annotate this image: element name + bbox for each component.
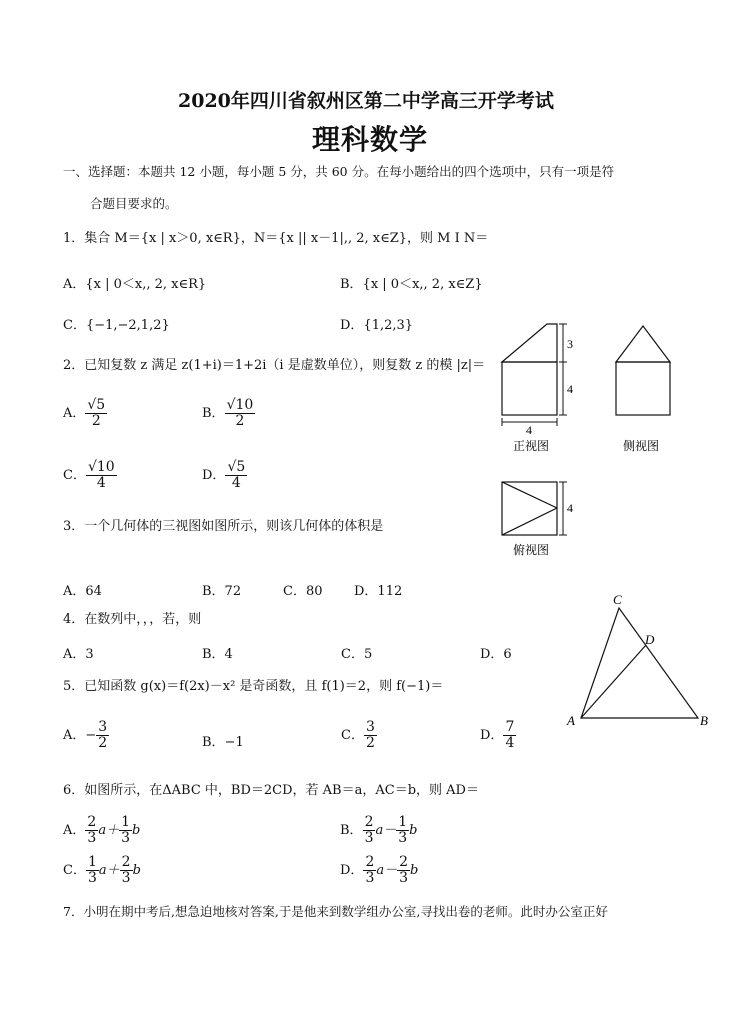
q1-option-b: B．{x | 0＜x,, 2, x∈Z} [340,277,483,292]
option-label: C． [63,468,86,483]
fraction: $\frac{3}{2}$ [98,719,108,751]
question-1: 1．集合 M＝{x | x＞0, x∈R}，N＝{x || x－1|,, 2, x∈Z}，则 M Ⅰ N＝ [63,231,489,246]
option-label: B． [202,406,225,421]
q6-option-d: D． $\frac{2}{3}$ a－ $\frac{2}{3}$ b [340,854,419,886]
fraction: $\frac{√10}{4}$ [87,459,115,491]
q2-option-b [202,398,255,429]
section-instructions-1: 一、选择题：本题共 12 小题，每小题 5 分，共 60 分。在每小题给出的四个选项中，只有一项是符 [63,164,615,179]
three-view-figure [495,318,695,558]
fraction: $\frac{3}{2}$ [365,719,375,751]
q4-option-c: C．5 [341,647,373,662]
q6-option-b: B． $\frac{2}{3}$ a－ $\frac{1}{3}$ b [340,814,418,846]
q4-option-a: A．3 [63,647,94,662]
front-view-body [502,362,557,415]
q1-option-d: D．{1,2,3} [340,318,414,333]
triangle-abc [581,608,698,718]
option-label: D． [202,468,226,483]
q6-option-a: A． $\frac{2}{3}$ a＋ $\frac{1}{3}$ b [63,814,141,846]
question-3: 3．一个几何体的三视图如图所示，则该几何体的体积是 [63,519,384,534]
exam-title: 2020年四川省叙州区第二中学高三开学考试 [178,90,554,112]
top-view-body [502,482,557,535]
question-5: 5．已知函数 g(x)＝f(2x)－x² 是奇函数，且 f(1)＝2，则 f(−1)＝ [63,679,444,694]
point-d: D [645,632,655,647]
q2-option-a [63,398,107,429]
vertex-c: C [613,592,622,607]
dim-label-4-width: 4 [526,423,532,437]
q2-option-c [63,460,117,491]
q3-option-a: A．64 [63,584,102,599]
q4-option-d: D．6 [480,647,512,662]
fraction: $\frac{√5}{2}$ [87,397,106,429]
vertex-a: A [567,713,575,728]
q2-option-d [202,460,247,491]
q5-option-a [63,720,109,751]
option-label: A． [63,406,86,421]
subject-title: 理科数学 [312,123,429,156]
q1-option-c: C．{−1,−2,1,2} [63,318,170,333]
side-view-label: 侧视图 [623,439,660,453]
front-view-label: 正视图 [513,439,550,453]
q6-option-c: C． $\frac{1}{3}$ a＋ $\frac{2}{3}$ b [63,854,141,886]
segment-ad [581,645,646,718]
question-7: 7．小明在期中考后,想急迫地核对答案,于是他来到数学组办公室,寻找出卷的老师。此时办公室正好 [63,904,608,919]
q3-option-b: B．72 [202,584,242,599]
fraction: $\frac{√10}{2}$ [226,397,254,429]
front-view-roof [502,324,557,362]
q4-option-b: B．4 [202,647,233,662]
option-label: A．− [63,728,97,743]
dim-label-4-height: 4 [567,382,573,396]
q5-option-d [480,720,516,751]
side-view-body [616,362,670,415]
question-4: 4．在数列中，，，若，则 [63,612,202,627]
side-view-roof [616,326,670,362]
dim-label-3: 3 [567,337,573,351]
fraction: $\frac{7}{4}$ [505,719,515,751]
q5-option-c [341,720,377,751]
triangle-figure [565,592,725,732]
q3-option-d: D．112 [354,584,403,599]
q3-option-c: C．80 [283,584,323,599]
fraction: $\frac{√5}{4}$ [227,459,246,491]
dim-label-4-top: 4 [567,501,573,515]
option-label: C． [341,728,364,743]
section-instructions-2: 合题目要求的。 [90,196,178,211]
question-2: 2．已知复数 z 满足 z(1+i)＝1+2i（i 是虚数单位），则复数 z 的模 |z|＝ [63,358,486,373]
question-6: 6．如图所示，在ΔABC 中，BD＝2CD，若 AB＝a，AC＝b，则 AD＝ [63,783,479,798]
option-label: D． [480,728,504,743]
q1-option-a: A．{x | 0＜x,, 2, x∈R} [63,277,207,292]
vertex-b: B [700,713,708,728]
q5-option-b: B．−1 [202,735,244,750]
top-view-label: 俯视图 [513,543,550,557]
